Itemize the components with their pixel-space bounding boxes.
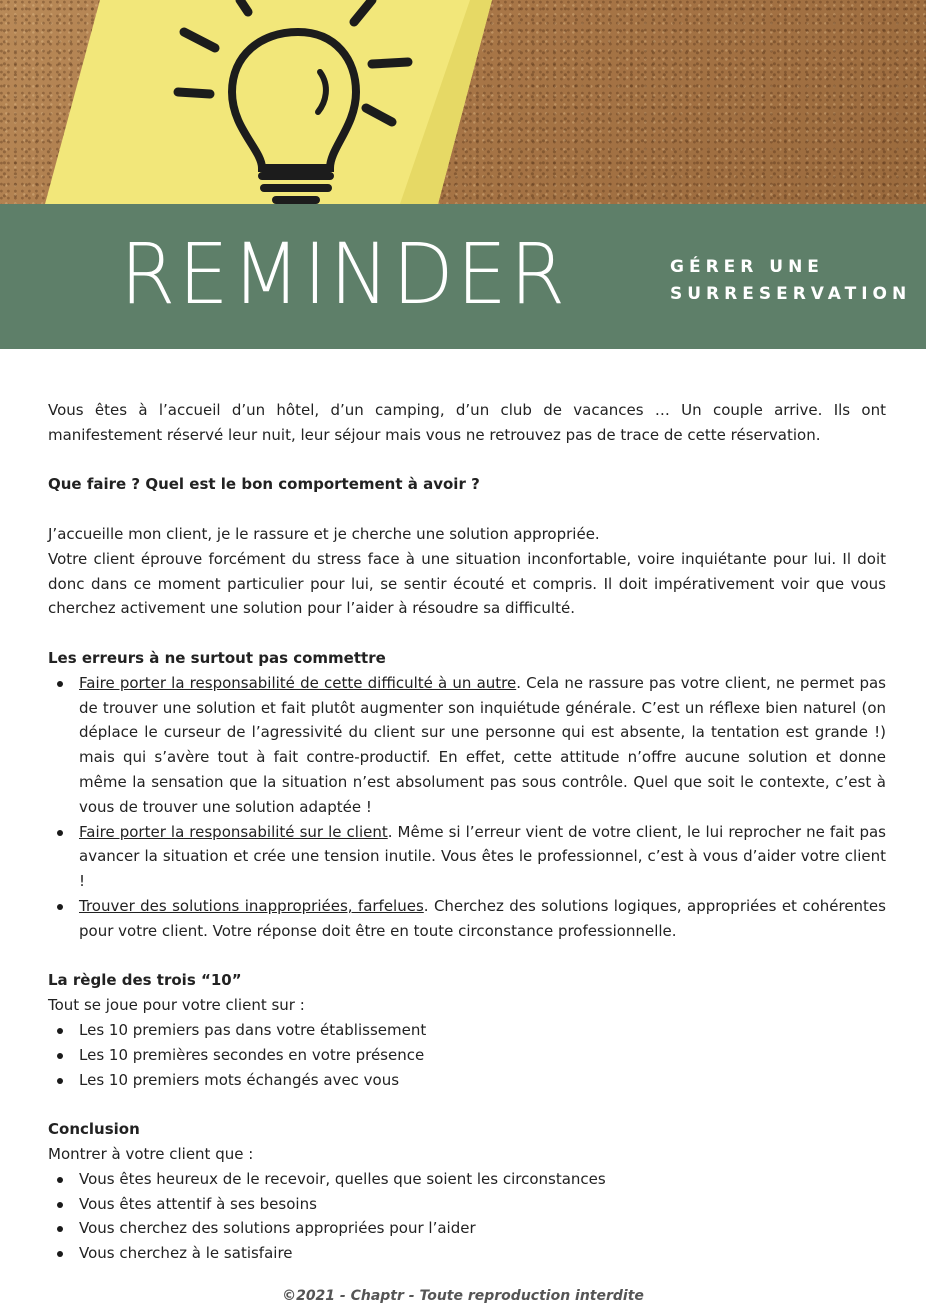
bullet-icon [57,830,63,836]
list-item [79,1192,886,1217]
subtitle-line-2: SURRESERVATION [670,284,912,304]
bullet-icon [57,1177,63,1183]
section-intro: Tout se joue pour votre client sur : [48,996,305,1015]
page-title: REMINDER [120,225,569,323]
list-item-text: Vous êtes heureux de le recevoir, quelles que soient les circonstances [79,1169,606,1188]
section-text-line: J’accueille mon client, je le rassure et je cherche une solution appropriée. [48,524,600,543]
article-body [48,398,886,1266]
intro-paragraph: Vous êtes à l’accueil d’un hôtel, d’un camping, d’un club de vacances … Un couple arrive. Ils ont manifestement réservé leur nuit, leur séjour mais vous ne retrouvez pas de trace de cette réservation. [48,401,886,444]
section-paragraph: Votre client éprouve forcément du stress face à une situation inconfortable, voire inquiétante pour lui. Il doit donc dans ce moment particulier pour lui, se sentir écouté et compris. Il doit impérativement voir que vous cherchez activement une solution pour l’aider à résoudre sa difficulté. [48,549,886,618]
section-intro: Montrer à votre client que : [48,1144,254,1163]
list-item [79,820,886,894]
errors-list [48,671,886,944]
bullet-icon [57,1053,63,1059]
list-item [79,1018,886,1043]
list-item [79,1043,886,1068]
section-heading-errors: Les erreurs à ne surtout pas commettre [48,648,386,667]
page-subtitle [670,254,920,308]
list-item-text: Les 10 premières secondes en votre présence [79,1045,425,1064]
bullet-icon [57,1226,63,1232]
list-item-lead: Faire porter la responsabilité de cette difficulté à un autre [79,673,517,692]
list-item [79,1241,886,1266]
list-item-text: Les 10 premiers pas dans votre établissement [79,1020,427,1039]
bullet-icon [57,1251,63,1257]
list-item [79,1068,886,1093]
list-item [79,894,886,944]
list-item-text: . Cela ne rassure pas votre client, ne permet pas de trouver une solution et fait plutôt augmenter son inquiétude générale. C’est un réflexe bien naturel (on déplace le curseur de l’agressivité du client sur une personne qui est absente, la tentation est grande !) mais qui s’avère tout à fait contre-productif. En effet, cette attitude n’offre aucune solution et donne même la sensation que la situation n’est absolument pas sous contrôle. Quel que soit le contexte, c’est à vous de trouver une solution adaptée ! [79,673,886,816]
section-heading-rule-of-three: La règle des trois “10” [48,971,242,990]
list-item [79,1216,886,1241]
section-heading-what-to-do: Que faire ? Quel est le bon comportement à avoir ? [48,475,480,494]
list-item [79,1167,886,1192]
list-item-lead: Trouver des solutions inappropriées, farfelues [79,896,424,915]
bullet-icon [57,1202,63,1208]
list-item-text: . Même si l’erreur vient de votre client, le lui reprocher ne fait pas avancer la situation et crée une tension inutile. Vous êtes le professionnel, c’est à vous d’aider votre client ! [79,822,886,891]
list-item [79,671,886,820]
list-item-text: . Cherchez des solutions logiques, appropriées et cohérentes pour votre client. Votre réponse doit être en toute circonstance professionnelle. [79,896,886,940]
conclusion-list [48,1167,886,1266]
sticky-note [0,0,926,204]
rule-list [48,1018,886,1092]
list-item-text: Vous êtes attentif à ses besoins [79,1194,317,1213]
copyright-footer: ©2021 - Chaptr - Toute reproduction interdite [282,1288,644,1304]
list-item-text: Vous cherchez à le satisfaire [79,1244,293,1263]
list-item-lead: Faire porter la responsabilité sur le client [79,822,388,841]
bullet-icon [57,904,63,910]
hero-image [0,0,926,204]
bullet-icon [57,1028,63,1034]
subtitle-line-1: GÉRER UNE [670,257,824,277]
bullet-icon [57,1078,63,1084]
list-item-text: Les 10 premiers mots échangés avec vous [79,1070,400,1089]
list-item-text: Vous cherchez des solutions appropriées pour l’aider [79,1219,476,1238]
bullet-icon [57,681,63,687]
section-heading-conclusion: Conclusion [48,1120,140,1139]
